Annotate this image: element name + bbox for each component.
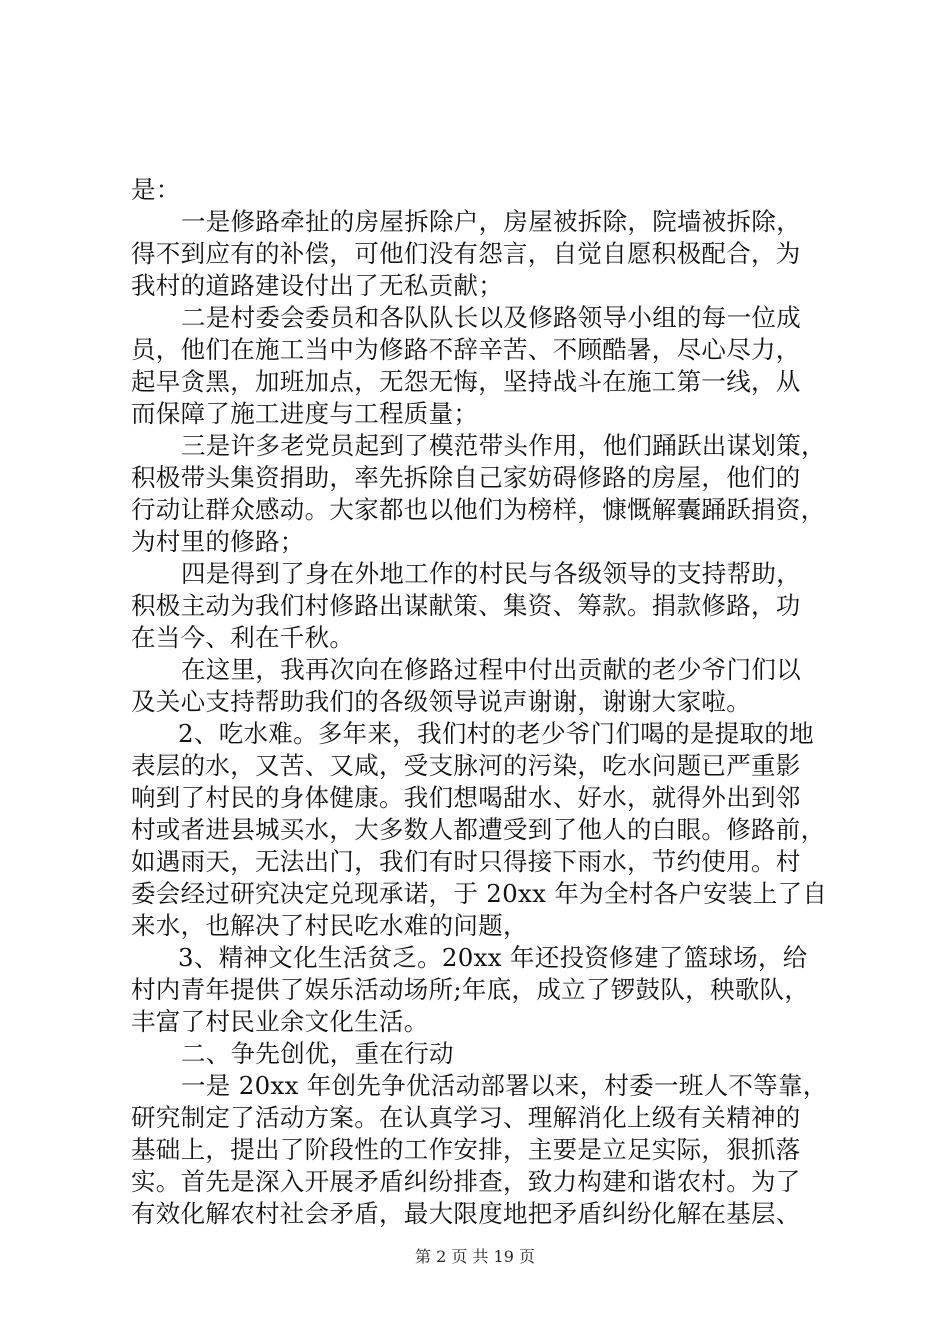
text-line: 村或者进县城买水，大多数人都遭受到了他人的白眼。修路前， (131, 815, 826, 844)
text-line: 基础上，提出了阶段性的工作安排，主要是立足实际，狠抓落 (131, 1135, 801, 1164)
section-heading: 二、争先创优，重在行动 (181, 1039, 454, 1068)
text-line: 起早贪黑，加班加点，无怨无悔，坚持战斗在施工第一线，从 (131, 367, 801, 396)
text-line: 实。首先是深入开展矛盾纠纷排查，致力构建和谐农村。为了 (131, 1167, 801, 1196)
text-line: 得不到应有的补偿，可他们没有怨言，自觉自愿积极配合，为 (131, 239, 801, 268)
text-line: 如遇雨天，无法出门，我们有时只得接下雨水，节约使用。村 (131, 847, 801, 876)
text-line: 丰富了村民业余文化生活。 (131, 1007, 429, 1036)
text-line: 及关心支持帮助我们的各级领导说声谢谢，谢谢大家啦。 (131, 687, 751, 716)
text-line: 表层的水，又苦、又咸，受支脉河的污染，吃水问题已严重影 (131, 751, 801, 780)
text-line: 村内青年提供了娱乐活动场所;年底，成立了锣鼓队，秧歌队， (131, 975, 810, 1004)
text-line: 有效化解农村社会矛盾，最大限度地把矛盾纠纷化解在基层、 (131, 1199, 801, 1228)
text-line: 二是村委会委员和各队队长以及修路领导小组的每一位成 (181, 303, 801, 332)
page-number-footer: 第 2 页 共 19 页 (415, 1247, 535, 1266)
text-line: 委会经过研究决定兑现承诺，于 20xx 年为全村各户安装上了自 (131, 879, 828, 908)
text-line: 响到了村民的身体健康。我们想喝甜水、好水，就得外出到邻 (131, 783, 801, 812)
text-line: 行动让群众感动。大家都也以他们为榜样，慷慨解囊踊跃捐资， (131, 495, 826, 524)
text-line: 在这里，我再次向在修路过程中付出贡献的老少爷门们以 (181, 655, 801, 684)
text-line: 一是修路牵扯的房屋拆除户，房屋被拆除，院墙被拆除， (181, 207, 801, 236)
text-line: 而保障了施工进度与工程质量； (131, 399, 479, 428)
text-line: 在当今、利在千秋。 (131, 623, 355, 652)
text-line: 我村的道路建设付出了无私贡献； (131, 271, 503, 300)
text-line: 研究制定了活动方案。在认真学习、理解消化上级有关精神的 (131, 1103, 801, 1132)
text-line: 积极带头集资捐助，率先拆除自己家妨碍修路的房屋，他们的 (131, 463, 801, 492)
text-line: 四是得到了身在外地工作的村民与各级领导的支持帮助， (181, 559, 801, 588)
text-line: 为村里的修路； (131, 527, 305, 556)
text-line: 2、吃水难。多年来，我们村的老少爷门们喝的是提取的地 (178, 719, 814, 748)
text-line: 是： (131, 175, 181, 204)
text-line: 三是许多老党员起到了模范带头作用，他们踊跃出谋划策， (181, 431, 826, 460)
text-line: 一是 20xx 年创先争优活动部署以来，村委一班人不等靠， (181, 1071, 828, 1100)
text-line: 3、精神文化生活贫乏。20xx 年还投资修建了篮球场，给 (178, 943, 808, 972)
text-line: 来水，也解决了村民吃水难的问题， (131, 911, 528, 940)
text-line: 积极主动为我们村修路出谋献策、集资、筹款。捐款修路，功 (131, 591, 801, 620)
text-line: 员，他们在施工当中为修路不辞辛苦、不顾酷暑，尽心尽力， (131, 335, 801, 364)
